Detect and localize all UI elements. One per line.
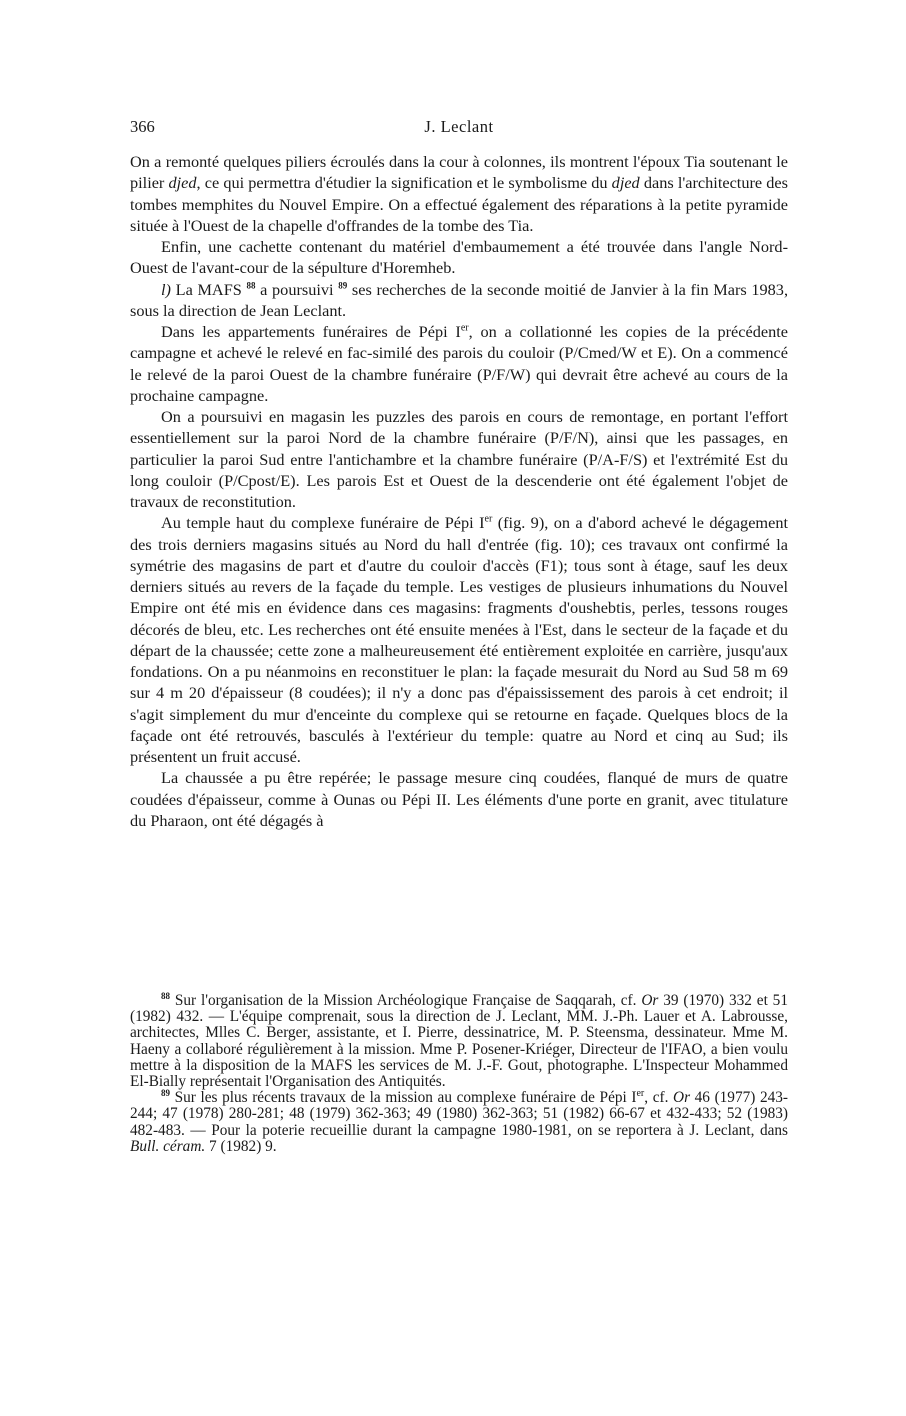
footnote-ref: 88 [246, 280, 256, 291]
footnote-mark: 88 [161, 990, 170, 1001]
paragraph: Enfin, une cachette contenant du matériel d'embaumement a été trouvée dans l'angle Nord-Ouest de l'avant-cour de la sépulture d'Horemheb. [130, 237, 788, 278]
footnote-89: $^{89}$ Sur les plus récents travaux de la mission au complexe funéraire de Pépi Ier, cf. Or 46 (1977) 243-244; 47 (1978) 280-281; 48 (1979) 362-363; 49 (1980) 362-363; 51 (1982) 66-67 et 432-433; 52 (1983) 482-483. — Pour la poterie recueillie durant la campagne 1980-1981, on se reportera à J. Leclant, dans Bull. céram. 7 (1982) 9. [130, 1088, 789, 1155]
footnote-ref: 89 [338, 280, 348, 291]
paragraph: On a remonté quelques piliers écroulés dans la cour à colonnes, ils montrent l'époux Tia soutenant le pilier djed, ce qui permettra d'étudier la signification et le symbolisme du djed dans l'architecture des tombes memphites du Nouvel Empire. On a effectué également des réparations à la petite pyramide située à l'Ouest de la chapelle d'offrandes de la tombe des Tia. [130, 152, 788, 235]
paragraph: Dans les appartements funéraires de Pépi Ier, on a collationné les copies de la précédente campagne et achevé le relevé en fac-similé des parois du couloir (P/Cmed/W et E). On a commencé le relevé de la paroi Ouest de la chambre funéraire (P/F/W) qui devrait être achevé au cours de la prochaine campagne. [130, 322, 788, 405]
page-header [130, 117, 788, 141]
running-head: J. Leclant [424, 117, 494, 136]
footnote-88: $^{88}$ Sur l'organisation de la Mission Archéologique Française de Saqqarah, cf. Or 39 (1970) 332 et 51 (1982) 432. — L'équipe comprenait, sous la direction de J. Leclant, MM. J.-Ph. Lauer et A. Labrousse, architectes, Mlles C. Berger, assistante, et I. Pierre, dessinatrice, M. P. Steensma, dessinateur. Mme M. Haeny a collaboré régulièrement à la mission. Mme P. Posener-Kriéger, Directeur de l'IFAO, a bien voulu mettre à la disposition de la MAFS les services de M. J.-F. Gout, photographe. L'Inspecteur Mohammed El-Bially représentait l'Organisation des Antiquités. [130, 990, 788, 1091]
footnote-mark: 89 [161, 1088, 170, 1099]
page-number: 366 [130, 117, 155, 136]
footnotes [130, 990, 789, 1155]
paragraph: On a poursuivi en magasin les puzzles des parois en cours de remontage, en portant l'effort essentiellement sur la paroi Nord de la chambre funéraire (P/F/N), ainsi que les passages, en particulier la paroi Sud entre l'antichambre et la chambre funéraire (P/A-F/S) et l'extrémité Est du long couloir (P/Cpost/E). Les parois Est et Ouest de la descenderie ont été également l'objet de travaux de reconstitution. [130, 407, 788, 511]
body-text [130, 151, 788, 831]
paragraph: l) La MAFS $^{88}$ a poursuivi $^{89}$ ses recherches de la seconde moitié de Janvier à la fin Mars 1983, sous la direction de Jean Leclant. [130, 279, 789, 320]
paragraph: La chaussée a pu être repérée; le passage mesure cinq coudées, flanqué de murs de quatre coudées d'épaisseur, comme à Ounas ou Pépi II. Les éléments d'une porte en granit, avec titulature du Pharaon, ont été dégagés à [130, 768, 788, 830]
paragraph: Au temple haut du complexe funéraire de Pépi Ier (fig. 9), on a d'abord achevé le dégagement des trois derniers magasins situés au Nord du hall d'entrée (fig. 10); ces travaux ont confirmé la symétrie des magasins de part et d'autre du couloir d'accès (F1); tous sont à étage, sauf les deux derniers situés au revers de la façade du temple. Les vestiges de plusieurs inhumations du Nouvel Empire ont été mis en évidence dans ces magasins: fragments d'oushebtis, perles, tessons rouges décorés de bleu, etc. Les recherches ont été ensuite menées à l'Est, dans le secteur de la façade et du départ de la chaussée; cette zone a malheureusement été entièrement exploitée en carrière, jusqu'aux fondations. On a pu néanmoins en reconstituer le plan: la façade mesurait du Nord au Sud 58 m 69 sur 4 m 20 d'épaisseur (8 coudées); il n'y a donc pas d'épaississement des parois à cet endroit; il s'agit simplement du mur d'enceinte du complexe qui se retourne en façade. Quelques blocs de la façade ont été retrouvés, basculés à l'extérieur du temple: quatre au Nord et cinq au Sud; ils présentent un fruit accusé. [130, 513, 788, 766]
